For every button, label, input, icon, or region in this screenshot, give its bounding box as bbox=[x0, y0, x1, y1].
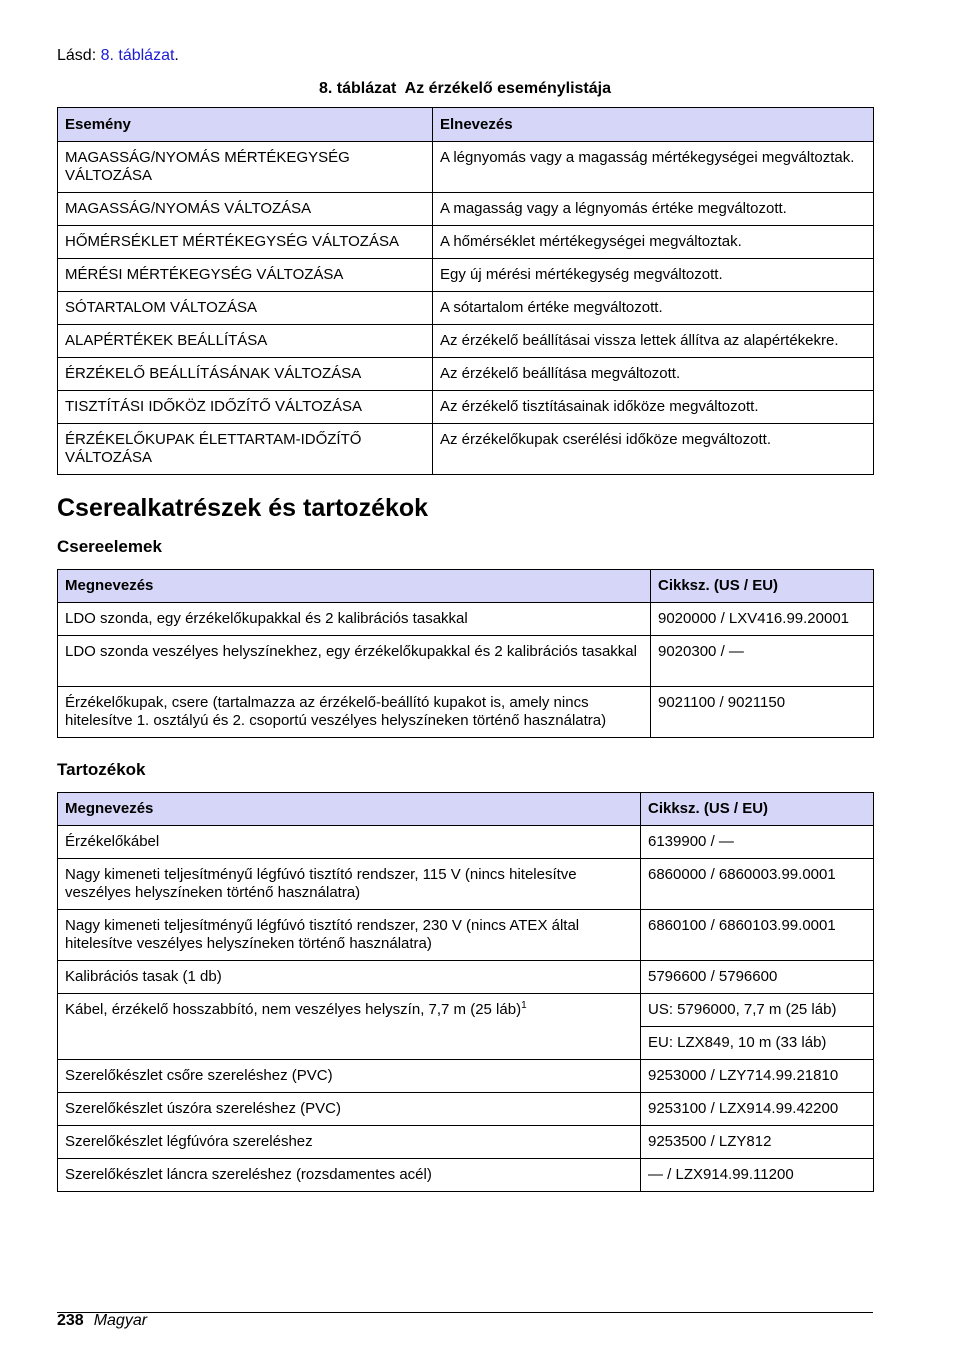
event-cell: TISZTÍTÁSI IDŐKÖZ IDŐZÍTŐ VÁLTOZÁSA bbox=[58, 391, 433, 424]
table-row bbox=[58, 193, 874, 226]
part-number-cell: 9253500 / LZY812 bbox=[641, 1126, 874, 1159]
item-name-cell bbox=[58, 994, 641, 1060]
table-row bbox=[58, 142, 874, 193]
column-header: Elnevezés bbox=[433, 108, 874, 142]
description-cell: A sótartalom értéke megváltozott. bbox=[433, 292, 874, 325]
column-header: Cikksz. (US / EU) bbox=[641, 793, 874, 826]
item-name-cell: Érzékelőkábel bbox=[58, 826, 641, 859]
event-table bbox=[57, 107, 874, 475]
table-header-row bbox=[58, 793, 874, 826]
accessories-table bbox=[57, 792, 874, 1192]
description-cell: A magasság vagy a légnyomás értéke megváltozott. bbox=[433, 193, 874, 226]
table-row bbox=[58, 292, 874, 325]
event-cell: ALAPÉRTÉKEK BEÁLLÍTÁSA bbox=[58, 325, 433, 358]
table-row bbox=[58, 687, 874, 738]
part-number-cell: US: 5796000, 7,7 m (25 láb) bbox=[641, 994, 874, 1027]
table-row bbox=[58, 994, 874, 1027]
part-number-cell: 9253100 / LZX914.99.42200 bbox=[641, 1093, 874, 1126]
column-header: Megnevezés bbox=[58, 793, 641, 826]
item-name-cell: LDO szonda, egy érzékelőkupakkal és 2 kalibrációs tasakkal bbox=[58, 603, 651, 636]
table-row bbox=[58, 1060, 874, 1093]
page-number: 238 bbox=[57, 1312, 84, 1329]
description-cell: Egy új mérési mértékegység megváltozott. bbox=[433, 259, 874, 292]
table-row bbox=[58, 226, 874, 259]
table-row bbox=[58, 259, 874, 292]
part-number-cell: — / LZX914.99.11200 bbox=[641, 1159, 874, 1192]
description-cell: A légnyomás vagy a magasság mértékegységei megváltoztak. bbox=[433, 142, 874, 193]
part-number-cell: 6860100 / 6860103.99.0001 bbox=[641, 910, 874, 961]
page-footer bbox=[57, 1312, 147, 1330]
cable-name: Kábel, érzékelő hosszabbító, nem veszélyes helyszín, 7,7 m (25 láb) bbox=[65, 1001, 522, 1018]
section-title: Cserealkatrészek és tartozékok bbox=[57, 494, 429, 522]
part-number-cell: EU: LZX849, 10 m (33 láb) bbox=[641, 1027, 874, 1060]
part-number-cell: 9020000 / LXV416.99.20001 bbox=[651, 603, 874, 636]
footer-divider bbox=[57, 1312, 873, 1313]
item-name-cell: LDO szonda veszélyes helyszínekhez, egy érzékelőkupakkal és 2 kalibrációs tasakkal bbox=[58, 636, 651, 687]
table-header-row bbox=[58, 108, 874, 142]
column-header: Esemény bbox=[58, 108, 433, 142]
table-row bbox=[58, 636, 874, 687]
table-row bbox=[58, 603, 874, 636]
event-cell: ÉRZÉKELŐKUPAK ÉLETTARTAM-IDŐZÍTŐ VÁLTOZÁSA bbox=[58, 424, 433, 475]
table-row bbox=[58, 358, 874, 391]
table-row bbox=[58, 961, 874, 994]
item-name-cell: Nagy kimeneti teljesítményű légfúvó tisztító rendszer, 115 V (nincs hitelesítve veszélyes helyszíneken történő használatra) bbox=[58, 859, 641, 910]
column-header: Cikksz. (US / EU) bbox=[651, 570, 874, 603]
event-cell: SÓTARTALOM VÁLTOZÁSA bbox=[58, 292, 433, 325]
see-reference: Lásd: 8. táblázat. bbox=[57, 47, 179, 64]
part-number-cell: 9253000 / LZY714.99.21810 bbox=[641, 1060, 874, 1093]
item-name-cell: Szerelőkészlet légfúvóra szereléshez bbox=[58, 1126, 641, 1159]
description-cell: Az érzékelő beállítása megváltozott. bbox=[433, 358, 874, 391]
item-name-cell: Szerelőkészlet láncra szereléshez (rozsdamentes acél) bbox=[58, 1159, 641, 1192]
table-row bbox=[58, 910, 874, 961]
event-cell: HŐMÉRSÉKLET MÉRTÉKEGYSÉG VÁLTOZÁSA bbox=[58, 226, 433, 259]
table-row bbox=[58, 1159, 874, 1192]
table-row bbox=[58, 859, 874, 910]
item-name-cell: Érzékelőkupak, csere (tartalmazza az érzékelő-beállító kupakot is, amely nincs hitelesítve 1. osztályú és 2. csoportú veszélyes helyszíneken történő használatra) bbox=[58, 687, 651, 738]
table-header-row bbox=[58, 570, 874, 603]
part-number-cell: 6139900 / — bbox=[641, 826, 874, 859]
footnote-marker: 1 bbox=[521, 1000, 527, 1011]
accessories-heading: Tartozékok bbox=[57, 760, 146, 779]
part-number-cell: 6860000 / 6860003.99.0001 bbox=[641, 859, 874, 910]
description-cell: Az érzékelő beállításai vissza lettek állítva az alapértékekre. bbox=[433, 325, 874, 358]
event-cell: ÉRZÉKELŐ BEÁLLÍTÁSÁNAK VÁLTOZÁSA bbox=[58, 358, 433, 391]
table-row bbox=[58, 826, 874, 859]
item-name-cell: Szerelőkészlet csőre szereléshez (PVC) bbox=[58, 1060, 641, 1093]
table-row bbox=[58, 391, 874, 424]
item-name-cell: Kalibrációs tasak (1 db) bbox=[58, 961, 641, 994]
replacement-heading: Csereelemek bbox=[57, 537, 162, 556]
description-cell: Az érzékelő tisztításainak időköze megváltozott. bbox=[433, 391, 874, 424]
table-caption: 8. táblázat Az érzékelő eseménylistája bbox=[319, 80, 611, 97]
table-row bbox=[58, 424, 874, 475]
part-number-cell: 9021100 / 9021150 bbox=[651, 687, 874, 738]
event-cell: MÉRÉSI MÉRTÉKEGYSÉG VÁLTOZÁSA bbox=[58, 259, 433, 292]
table-row bbox=[58, 1093, 874, 1126]
table-row bbox=[58, 325, 874, 358]
event-cell: MAGASSÁG/NYOMÁS MÉRTÉKEGYSÉG VÁLTOZÁSA bbox=[58, 142, 433, 193]
footer-language: Magyar bbox=[93, 1312, 148, 1329]
part-number-cell: 9020300 / — bbox=[651, 636, 874, 687]
column-header: Megnevezés bbox=[58, 570, 651, 603]
description-cell: A hőmérséklet mértékegységei megváltoztak. bbox=[433, 226, 874, 259]
table-row bbox=[58, 1126, 874, 1159]
item-name-cell: Szerelőkészlet úszóra szereléshez (PVC) bbox=[58, 1093, 641, 1126]
replacement-table bbox=[57, 569, 874, 738]
table-link[interactable]: 8. táblázat bbox=[100, 47, 175, 64]
event-cell: MAGASSÁG/NYOMÁS VÁLTOZÁSA bbox=[58, 193, 433, 226]
part-number-cell: 5796600 / 5796600 bbox=[641, 961, 874, 994]
item-name-cell: Nagy kimeneti teljesítményű légfúvó tisztító rendszer, 230 V (nincs ATEX által hitelesítve veszélyes helyszíneken történő használatra) bbox=[58, 910, 641, 961]
description-cell: Az érzékelőkupak cserélési időköze megváltozott. bbox=[433, 424, 874, 475]
